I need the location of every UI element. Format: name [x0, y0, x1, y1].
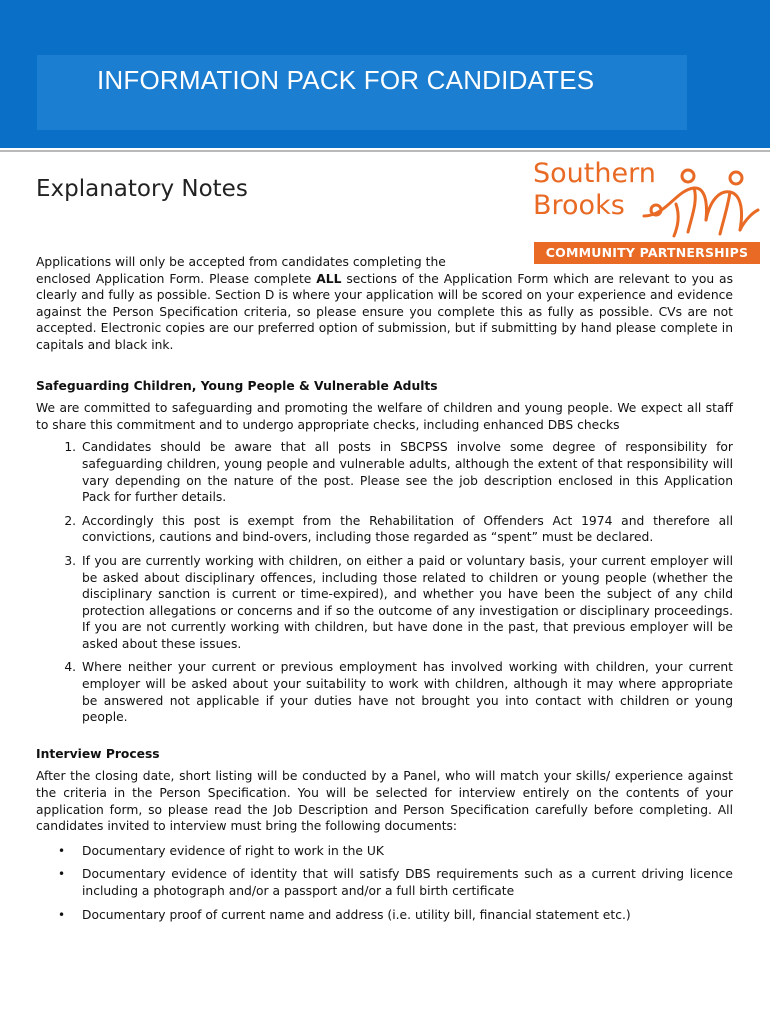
intro-first-line: Applications will only be accepted from candidates completing the — [36, 255, 446, 269]
header-divider — [0, 150, 770, 152]
logo-tagline: COMMUNITY PARTNERSHIPS — [534, 242, 760, 264]
list-item — [58, 843, 733, 860]
intro-paragraph — [36, 271, 733, 354]
logo-figures-icon — [636, 160, 761, 242]
safeguarding-list — [36, 439, 733, 726]
safeguarding-title: Safeguarding Children, Young People & Vulnerable Adults — [36, 378, 438, 393]
bullet-icon: • — [58, 907, 66, 922]
header-title-box — [37, 55, 687, 130]
list-item-text: Documentary proof of current name and address (i.e. utility bill, financial statement etc.) — [82, 907, 631, 922]
list-item — [58, 866, 733, 899]
interview-title: Interview Process — [36, 746, 160, 761]
list-item: 3. If you are currently working with children, on either a paid or voluntary basis, your current employer will be asked about disciplinary offences, including those related to children or young people (whether the disciplinary sanction is current or time-expired), and whether you have been the subject of any child protection allegations or concerns and if so the outcome of any investigation or disciplinary proceedings. If you are not currently working with children, but have done in the past, that previous employer will be asked about these issues. — [80, 553, 733, 653]
header-banner — [0, 0, 770, 148]
list-item-text: Documentary evidence of right to work in the UK — [82, 843, 384, 858]
list-item — [58, 907, 733, 924]
list-item: 1. Candidates should be aware that all posts in SBCPSS involve some degree of responsibility for safeguarding children, young people and vulnerable adults, although the extent of that responsibility will vary depending on the nature of the post. Please see the job description enclosed in this Application Pack for further details. — [80, 439, 733, 505]
interview-intro: After the closing date, short listing will be conducted by a Panel, who will match your skills/ experience against the criteria in the Person Specification. You will be selected for interview entirely on the contents of your application form, so please read the Job Description and Person Specification carefully before completing. All candidates invited to interview must bring the following documents: — [36, 769, 733, 834]
list-item: 4. Where neither your current or previous employment has involved working with children, your current employer will be asked about your suitability to work with children, although it may where appropriate be answered not applicable if your duties have not brought you into contact with children or young people. — [80, 659, 733, 725]
logo-line-2: Brooks — [533, 190, 625, 221]
document-body — [36, 254, 733, 930]
documents-list — [36, 843, 733, 923]
logo-line-1: Southern — [533, 158, 656, 189]
list-item-text: Documentary evidence of identity that will satisfy DBS requirements such as a current driving licence including a photograph and/or a passport and/or a full birth certificate — [82, 867, 733, 898]
section-heading: Explanatory Notes — [36, 176, 248, 202]
intro-text-a: enclosed Application Form. Please complete — [36, 271, 317, 286]
safeguarding-intro: We are committed to safeguarding and promoting the welfare of children and young people. We expect all staff to share this commitment and to undergo appropriate checks, including enhanced DBS checks — [36, 401, 733, 432]
bullet-icon: • — [58, 867, 66, 882]
page-title: INFORMATION PACK FOR CANDIDATES — [97, 65, 595, 95]
intro-text-b: sections of the Application Form which are relevant to you as clearly and fully as possible. Section D is where your application will be scored on your experience and evidence against the Person Specification criteria, so please ensure you complete this as fully as possible. CVs are not accepted. Electronic copies are our preferred option of submission, but if submitting by hand please complete in capitals and black ink. — [36, 271, 733, 352]
list-item: 2. Accordingly this post is exempt from the Rehabilitation of Offenders Act 1974 and therefore all convictions, cautions and bind-overs, including those regarded as “spent” must be declared. — [80, 513, 733, 546]
organisation-logo — [530, 158, 765, 268]
bullet-icon: • — [58, 843, 66, 858]
intro-emphasis: ALL — [316, 271, 342, 286]
